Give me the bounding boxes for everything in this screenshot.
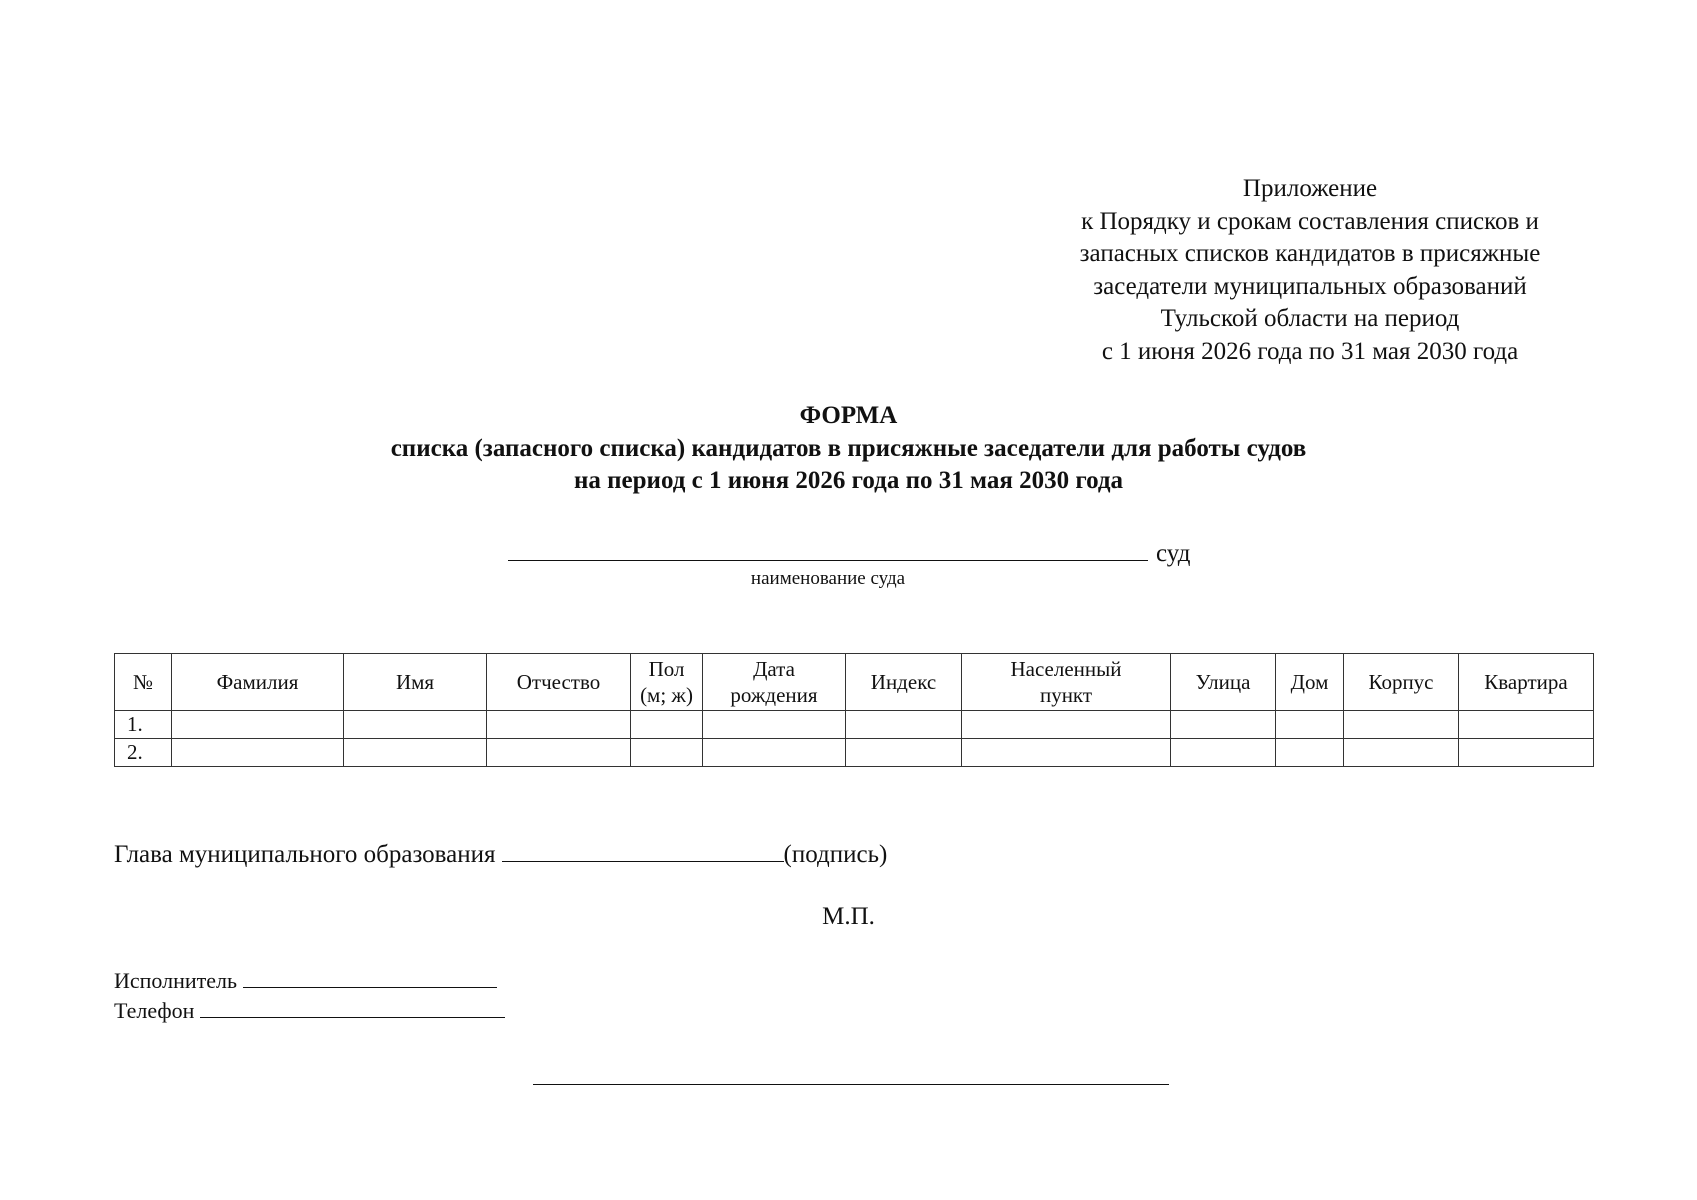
phone-blank bbox=[200, 995, 505, 1018]
head-signature-label: Глава муниципального образования bbox=[114, 841, 496, 868]
table-cell[interactable] bbox=[846, 711, 962, 739]
table-cell[interactable] bbox=[1276, 711, 1344, 739]
bottom-rule bbox=[533, 1084, 1169, 1085]
table-header-text: № bbox=[132, 670, 154, 694]
table-cell[interactable] bbox=[846, 739, 962, 767]
phone-label: Телефон bbox=[114, 998, 195, 1023]
table-cell[interactable] bbox=[344, 711, 487, 739]
form-heading: ФОРМА bbox=[799, 402, 898, 429]
appendix-line: заседатели муниципальных образований bbox=[1093, 272, 1527, 300]
table-cell[interactable] bbox=[1171, 739, 1276, 767]
table-header-text: Пол bbox=[648, 657, 685, 681]
court-name-line bbox=[508, 534, 1190, 568]
head-signature-line bbox=[114, 835, 887, 872]
form-subtitle: списка (запасного списка) кандидатов в присяжные заседатели для работы судов bbox=[390, 434, 1307, 462]
table-header-text: Индекс bbox=[870, 670, 937, 694]
table-header-cell bbox=[1276, 654, 1344, 711]
table-header-text: Дата bbox=[753, 657, 795, 681]
table-header-cell bbox=[487, 654, 631, 711]
table-header-row bbox=[115, 654, 1594, 711]
executor-block bbox=[114, 965, 505, 1025]
table-header-text: Отчество bbox=[516, 670, 601, 694]
form-period: на период с 1 июня 2026 года по 31 мая 2030 года bbox=[573, 467, 1124, 494]
table-cell[interactable] bbox=[172, 711, 344, 739]
phone-row bbox=[114, 995, 505, 1025]
table-header-cell bbox=[1459, 654, 1594, 711]
table-header-text: Населенный bbox=[1010, 657, 1122, 681]
table-cell[interactable] bbox=[703, 739, 846, 767]
appendix-line: Приложение bbox=[1242, 175, 1378, 202]
table-header-cell bbox=[1171, 654, 1276, 711]
executor-blank bbox=[243, 965, 497, 988]
appendix-line: запасных списков кандидатов в присяжные bbox=[1079, 240, 1541, 267]
table-header-cell bbox=[962, 654, 1171, 711]
executor-row bbox=[114, 965, 505, 995]
appendix-line: Тульской области на период bbox=[1160, 305, 1460, 332]
table-header-cell bbox=[172, 654, 344, 711]
table-header-text: Корпус bbox=[1368, 670, 1434, 694]
table-cell[interactable] bbox=[1459, 739, 1594, 767]
table-cell[interactable] bbox=[487, 711, 631, 739]
table-header-text: пункт bbox=[1039, 683, 1093, 707]
stamp-place: М.П. bbox=[822, 903, 875, 930]
signature-suffix: (подпись) bbox=[783, 841, 888, 868]
appendix-line: к Порядку и срокам составления списков и bbox=[1081, 207, 1539, 235]
table-header-cell bbox=[631, 654, 703, 711]
appendix-line: с 1 июня 2026 года по 31 мая 2030 года bbox=[1101, 337, 1519, 365]
appendix-block bbox=[1010, 173, 1610, 368]
form-title bbox=[0, 400, 1697, 498]
table-cell[interactable] bbox=[1171, 711, 1276, 739]
table-cell[interactable] bbox=[344, 739, 487, 767]
court-name-caption: наименование суда bbox=[750, 568, 906, 589]
table-row bbox=[115, 711, 1594, 739]
court-suffix: суд bbox=[1156, 540, 1191, 567]
table-header-cell bbox=[1344, 654, 1459, 711]
row-number-cell: 2. bbox=[115, 739, 172, 767]
table-cell[interactable] bbox=[962, 711, 1171, 739]
table-header-text: Дом bbox=[1290, 670, 1329, 694]
table-cell[interactable] bbox=[631, 739, 703, 767]
table-row bbox=[115, 739, 1594, 767]
signature-blank bbox=[502, 835, 784, 862]
table-cell[interactable] bbox=[1344, 711, 1459, 739]
table-header-cell bbox=[344, 654, 487, 711]
row-number-cell: 1. bbox=[115, 711, 172, 739]
table-cell[interactable] bbox=[1276, 739, 1344, 767]
table-cell[interactable] bbox=[631, 711, 703, 739]
table-header-text: (м; ж) bbox=[640, 683, 693, 707]
table-header-text: Улица bbox=[1195, 670, 1251, 694]
court-name-blank bbox=[508, 534, 1148, 561]
table-cell[interactable] bbox=[962, 739, 1171, 767]
table-header-text: Имя bbox=[395, 670, 435, 694]
table-header-text: Фамилия bbox=[216, 670, 299, 694]
table-cell[interactable] bbox=[703, 711, 846, 739]
executor-label: Исполнитель bbox=[114, 968, 238, 993]
table-cell[interactable] bbox=[172, 739, 344, 767]
table-cell[interactable] bbox=[487, 739, 631, 767]
table-header-text: Квартира bbox=[1484, 670, 1568, 694]
candidates-table bbox=[114, 653, 1594, 767]
table-cell[interactable] bbox=[1459, 711, 1594, 739]
table-header-cell bbox=[703, 654, 846, 711]
table-cell[interactable] bbox=[1344, 739, 1459, 767]
table-header-text: рождения bbox=[730, 683, 818, 707]
table-header-cell bbox=[115, 654, 172, 711]
table-header-cell bbox=[846, 654, 962, 711]
